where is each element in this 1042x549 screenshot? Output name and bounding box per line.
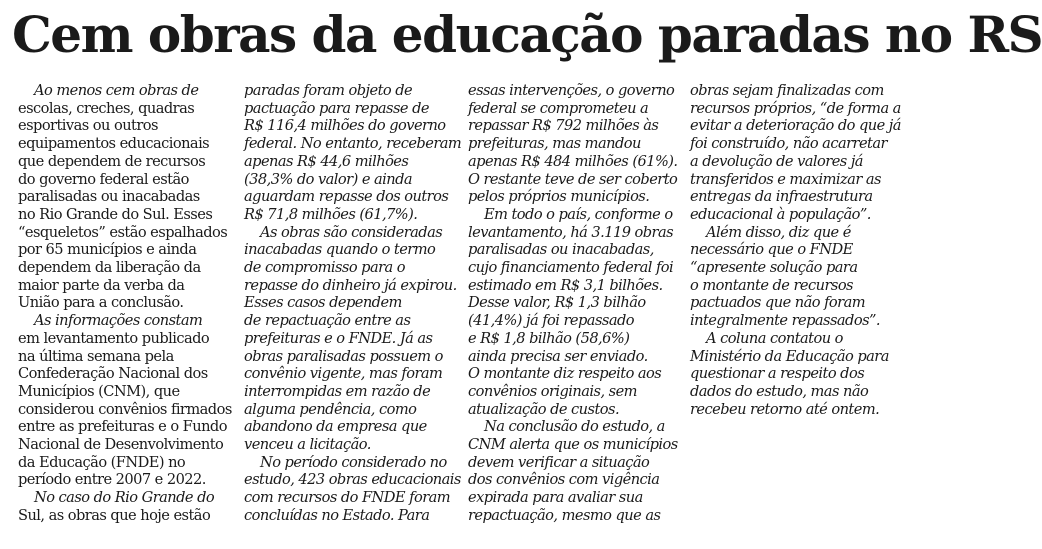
text-line: na última semana pela [18,347,174,365]
text-line: levantamento, há 3.119 obras [468,223,674,241]
text-line: aguardam repasse dos outros [244,188,449,206]
text-line: no Rio Grande do Sul. Esses [18,205,213,223]
text-line: repactuação, mesmo que as [468,506,661,524]
text-line: paralisadas ou inacabadas [18,188,200,206]
text-line: paradas foram objeto de [244,82,413,99]
text-line: da Educação (FNDE) no [18,453,186,471]
text-line: o montante de recursos [690,276,853,294]
text-line: que dependem de recursos [18,152,206,170]
text-line: transferidos e maximizar as [690,170,881,188]
text-line: foi construído, não acarretar [690,135,887,153]
text-line: prefeituras e o FNDE. Já as [244,329,433,347]
text-line: A coluna contatou o [706,329,843,347]
text-line: concluídas no Estado. Para [244,506,430,524]
text-line: inacabadas quando o termo [244,241,436,259]
text-line: pactuação para repasse de [244,99,429,117]
headline: Cem obras da educação paradas no RS [12,5,1042,64]
text-line: apenas R$ 44,6 milhões [244,152,409,170]
text-line: (41,4%) já foi repassado [468,312,635,330]
text-line: Esses casos dependem [244,294,402,312]
text-line: evitar a deterioração do que já [690,117,901,135]
text-line: Sul, as obras que hoje estão [18,506,211,524]
text-line: No caso do Rio Grande do [34,489,215,507]
text-line: federal. No entanto, receberam [244,135,462,153]
text-line: prefeituras, mas mandou [468,135,641,153]
text-line: venceu a licitação. [244,436,371,454]
text-line: abandono da empresa que [244,418,427,436]
text-line: dependem da liberação da [18,259,201,277]
text-line: a devolução de valores já [690,152,863,170]
text-line: de repactuação entre as [244,312,411,330]
text-line: maior parte da verba da [18,276,185,294]
text-line: esportivas ou outros [18,117,158,135]
text-line: escolas, creches, quadras [18,99,195,117]
text-line: R$ 71,8 milhões (61,7%). [244,205,418,223]
text-line: integralmente repassados”. [690,312,881,330]
text-line: Confederação Nacional dos [18,365,208,383]
text-line: considerou convênios firmados [18,400,232,418]
text-line: ainda precisa ser enviado. [468,347,648,365]
text-line: O montante diz respeito aos [468,365,662,383]
text-line: pelos próprios municípios. [468,188,650,206]
text-line: de compromisso para o [244,259,406,277]
text-line: questionar a respeito dos [690,365,865,383]
text-line: essas intervenções, o governo [468,82,675,99]
text-line: (38,3% do valor) e ainda [244,170,413,188]
text-line: necessário que o FNDE [690,241,853,259]
text-line: Municípios (CNM), que [18,382,180,400]
text-line: repasse do dinheiro já expirou. [244,276,457,294]
text-line: estudo, 423 obras educacionais [244,471,461,489]
text-line: obras sejam finalizadas com [690,82,884,99]
text-line: expirada para avaliar sua [468,489,643,507]
text-column-4 [690,82,901,418]
text-line: Ministério da Educação para [690,347,889,365]
text-line: federal se comprometeu a [468,99,649,117]
text-line: recursos próprios, “de forma a [690,99,901,117]
text-column-3 [468,82,676,525]
text-column-2 [244,82,462,525]
text-line: paralisadas ou inacabadas, [468,241,654,259]
text-line: obras paralisadas possuem o [244,347,443,365]
text-line: atualização de custos. [468,400,620,418]
text-line: R$ 116,4 milhões do governo [244,117,446,135]
text-line: Nacional de Desenvolvimento [18,436,224,454]
text-line: União para a conclusão. [18,294,184,312]
text-line: repassar R$ 792 milhões às [468,117,659,135]
text-line: Desse valor, R$ 1,3 bilhão [468,294,646,312]
text-line: CNM alerta que os municípios [468,436,678,454]
text-line: No período considerado no [260,453,447,471]
text-line: convênio vigente, mas foram [244,365,443,383]
text-line: recebeu retorno até ontem. [690,400,880,418]
text-line: As informações constam [34,312,203,330]
text-line: apenas R$ 484 milhões (61%). [468,152,678,170]
text-line: do governo federal estão [18,170,189,188]
text-line: As obras são consideradas [260,223,443,241]
text-line: educacional à população”. [690,205,871,223]
text-line: Além disso, diz que é [706,223,851,241]
text-line: com recursos do FNDE foram [244,489,451,507]
text-line: em levantamento publicado [18,329,210,347]
text-line: interrompidas em razão de [244,382,431,400]
text-line: entregas da infraestrutura [690,188,873,206]
text-line: cujo financiamento federal foi [468,259,674,277]
text-line: Ao menos cem obras de [34,82,199,99]
text-line: “apresente solução para [690,259,858,277]
text-column-1 [18,82,232,525]
text-line: estimado em R$ 3,1 bilhões. [468,276,663,294]
text-line: dados do estudo, mas não [690,382,869,400]
text-line: e R$ 1,8 bilhão (58,6%) [468,329,630,347]
text-line: O restante teve de ser coberto [468,170,678,188]
text-line: pactuados que não foram [690,294,866,312]
text-line: por 65 municípios e ainda [18,241,197,259]
text-line: alguma pendência, como [244,400,417,418]
text-line: equipamentos educacionais [18,135,210,153]
text-line: devem verificar a situação [468,453,650,471]
text-line: “esqueletos” estão espalhados [18,223,228,241]
text-line: entre as prefeituras e o Fundo [18,418,227,436]
text-line: dos convênios com vigência [468,471,660,489]
text-line: período entre 2007 e 2022. [18,471,206,489]
text-line: Em todo o país, conforme o [484,205,673,223]
text-line: Na conclusão do estudo, a [484,418,665,436]
text-line: convênios originais, sem [468,382,637,400]
